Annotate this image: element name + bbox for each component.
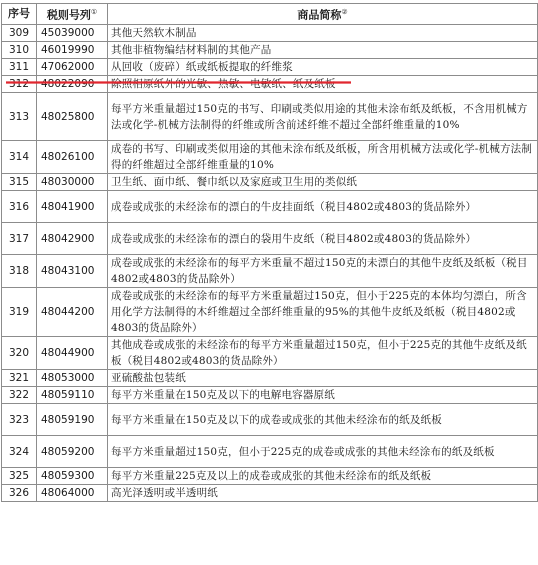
- row-code: 48030000: [37, 174, 108, 191]
- row-name: 成卷的书写、印刷或类似用途的其他未涂布纸及纸板，所含用机械方法或化学-机械方法制得的纤维超过全部纤维重量的10%: [108, 141, 538, 174]
- row-name: 每平方米重量在150克及以下的成卷或成张的其他未经涂布的纸及纸板: [108, 404, 538, 436]
- table-row: [2, 191, 538, 223]
- row-code: 48044900: [37, 337, 108, 370]
- row-name: 成卷或成张的未经涂布的漂白的袋用牛皮纸（税目4802或4803的货品除外）: [108, 223, 538, 255]
- row-code: 48059110: [37, 387, 108, 404]
- header-code: 税则号列①: [37, 4, 108, 25]
- row-index: 324: [2, 436, 37, 468]
- row-name: 每平方米重量225克及以上的成卷或成张的其他未经涂布的纸及纸板: [108, 468, 538, 485]
- row-code: 48059300: [37, 468, 108, 485]
- row-code: 48042900: [37, 223, 108, 255]
- row-index: 316: [2, 191, 37, 223]
- row-name: 亚硫酸盐包装纸: [108, 370, 538, 387]
- table-row: [2, 255, 538, 288]
- row-index: 309: [2, 25, 37, 42]
- row-name: 其他成卷或成张的未经涂布的每平方米重量超过150克，但小于225克的其他牛皮纸及纸板（税目4802或4803的货品除外）: [108, 337, 538, 370]
- tariff-table: [1, 3, 538, 502]
- row-index: 314: [2, 141, 37, 174]
- row-name: 成卷或成张的未经涂布的每平方米重量不超过150克的未漂白的其他牛皮纸及纸板（税目4802或4803的货品除外）: [108, 255, 538, 288]
- row-index: 319: [2, 288, 37, 337]
- row-index: 320: [2, 337, 37, 370]
- table-row: [2, 468, 538, 485]
- header-row: [2, 4, 538, 25]
- table-row: [2, 174, 538, 191]
- row-index: 313: [2, 93, 37, 141]
- row-index: 310: [2, 42, 37, 59]
- row-name: 从回收（废碎）纸或纸板提取的纤维浆: [108, 59, 538, 76]
- row-index: 318: [2, 255, 37, 288]
- row-code: 47062000: [37, 59, 108, 76]
- row-index: 317: [2, 223, 37, 255]
- row-name: 其他非植物编结材料制的其他产品: [108, 42, 538, 59]
- row-index: 322: [2, 387, 37, 404]
- row-code: 48043100: [37, 255, 108, 288]
- row-name: 每平方米重量超过150克，但小于225克的成卷或成张的其他未经涂布的纸及纸板: [108, 436, 538, 468]
- row-code: 48059190: [37, 404, 108, 436]
- row-code: 48022090: [37, 76, 108, 93]
- row-name: 除照相原纸外的光敏、热敏、电敏纸、纸及纸板: [108, 76, 538, 93]
- row-code: 48044200: [37, 288, 108, 337]
- table-row: [2, 337, 538, 370]
- row-code: 48026100: [37, 141, 108, 174]
- row-name: 其他天然软木制品: [108, 25, 538, 42]
- table-row: [2, 288, 538, 337]
- row-name: 每平方米重量在150克及以下的电解电容器原纸: [108, 387, 538, 404]
- table-row: [2, 223, 538, 255]
- row-name: 成卷或成张的未经涂布的每平方米重量超过150克，但小于225克的本体均匀漂白，所含用化学方法制得的木纤维超过全部纤维重量的95%的其他牛皮纸及纸板（税目4802或4803的货品除外）: [108, 288, 538, 337]
- table-row: [2, 76, 538, 93]
- row-name: 卫生纸、面巾纸、餐巾纸以及家庭或卫生用的类似纸: [108, 174, 538, 191]
- row-code: 48041900: [37, 191, 108, 223]
- table-row: [2, 42, 538, 59]
- row-index: 325: [2, 468, 37, 485]
- row-index: 321: [2, 370, 37, 387]
- row-name: 成卷或成张的未经涂布的漂白的牛皮挂面纸（税目4802或4803的货品除外）: [108, 191, 538, 223]
- row-index: 326: [2, 485, 37, 502]
- table-row: [2, 141, 538, 174]
- row-name: 每平方米重量超过150克的书写、印刷或类似用途的其他未涂布纸及纸板，不含用机械方法或化学-机械方法制得的纤维或所含前述纤维不超过全部纤维重量的10%: [108, 93, 538, 141]
- table-row: [2, 387, 538, 404]
- row-code: 48025800: [37, 93, 108, 141]
- table-row: [2, 25, 538, 42]
- row-code: 45039000: [37, 25, 108, 42]
- row-index: 311: [2, 59, 37, 76]
- header-index: 序号: [2, 4, 37, 25]
- row-code: 48059200: [37, 436, 108, 468]
- table-row: [2, 370, 538, 387]
- row-index: 312: [2, 76, 37, 93]
- table-row: [2, 59, 538, 76]
- row-code: 48053000: [37, 370, 108, 387]
- row-name: 高光泽透明或半透明纸: [108, 485, 538, 502]
- row-code: 48064000: [37, 485, 108, 502]
- table-row: [2, 404, 538, 436]
- table-row: [2, 485, 538, 502]
- row-index: 323: [2, 404, 37, 436]
- row-code: 46019990: [37, 42, 108, 59]
- header-name: 商品简称②: [108, 4, 538, 25]
- table-row: [2, 436, 538, 468]
- row-index: 315: [2, 174, 37, 191]
- table-row: [2, 93, 538, 141]
